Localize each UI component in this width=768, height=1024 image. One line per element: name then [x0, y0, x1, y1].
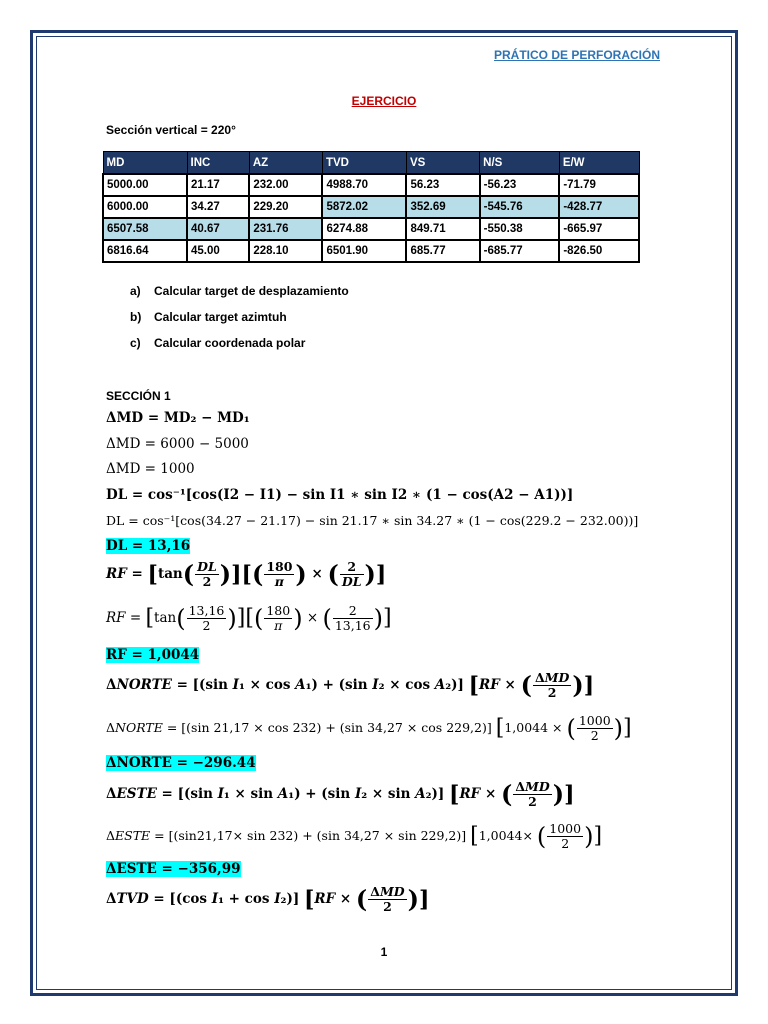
- highlighted-result: DL = 13,16: [106, 538, 191, 554]
- equation-ratio-factor-formula: RF = [tan( $\frac{DL}{2}$ )][( $\frac{180}{\pi}$ ) × ( $\frac{2}{DL}$ )]: [106, 559, 387, 589]
- table-cell: 4988.70: [322, 174, 406, 196]
- table-header-row: [103, 152, 639, 175]
- equation-ratio-factor-values: RF = [tan( $\frac{13,16}{2}$ )][( $\frac{180}{\pi}$ ) × ( $\frac{2}{13,16}$ )]: [106, 603, 392, 633]
- table-cell: 6507.58: [103, 218, 187, 240]
- table-cell: 34.27: [187, 196, 249, 218]
- col-header: MD: [103, 152, 187, 175]
- equation-delta-md-definition: ΔMD = MD₂ − MD₁: [106, 410, 250, 426]
- table-row: [103, 240, 639, 262]
- header-title: PRÁTICO DE PERFORACIÓN: [493, 48, 660, 62]
- table-cell: -545.76: [480, 196, 560, 218]
- table-cell: -665.97: [559, 218, 639, 240]
- highlighted-result: ΔESTE = −356,99: [106, 861, 241, 877]
- table-cell: 6000.00: [103, 196, 187, 218]
- table-cell: 228.10: [249, 240, 322, 262]
- table-cell: -685.77: [480, 240, 560, 262]
- question-text: Calcular coordenada polar: [154, 336, 306, 350]
- table-cell: -826.50: [559, 240, 639, 262]
- table-row: [103, 196, 639, 218]
- table-cell: 6501.90: [322, 240, 406, 262]
- table-cell: 231.76: [249, 218, 322, 240]
- section-title: SECCIÓN 1: [106, 389, 171, 403]
- col-header: VS: [406, 152, 479, 175]
- equation-delta-east-result: [106, 861, 241, 877]
- equation-delta-tvd-formula: ΔTVD = [(cos I₁ + cos I₂)] [RF × ( $\frac{\text{ΔMD}}{2}$ )]: [106, 884, 430, 914]
- col-header: E/W: [559, 152, 639, 175]
- table-cell: -71.79: [559, 174, 639, 196]
- highlighted-result: RF = 1,0044: [106, 647, 200, 663]
- table-cell: 352.69: [406, 196, 479, 218]
- highlighted-result: ΔNORTE = −296.44: [106, 755, 256, 771]
- table-cell: 6274.88: [322, 218, 406, 240]
- list-item: [130, 284, 349, 310]
- table-cell: 21.17: [187, 174, 249, 196]
- equation-delta-east-formula: ΔESTE = [(sin I₁ × sin A₁) + (sin I₂ × sin A₂)] [RF × ( $\frac{\text{ΔMD}}{2}$ )]: [106, 779, 575, 809]
- equation-delta-north-values: ΔNORTE = [(sin 21,17 × cos 232) + (sin 34,27 × cos 229,2)] [1,0044 × ( $\frac{1000}{2}$ )]: [106, 713, 632, 743]
- equation-delta-md-result: ΔMD = 1000: [106, 461, 195, 477]
- table-cell: 849.71: [406, 218, 479, 240]
- question-number: b): [130, 310, 142, 324]
- table-cell: -428.77: [559, 196, 639, 218]
- table-row: [103, 218, 639, 240]
- equation-dogleg-result: [106, 538, 190, 554]
- table-cell: 40.67: [187, 218, 249, 240]
- vertical-section-label: Sección vertical = 220°: [106, 123, 236, 137]
- list-item: [130, 336, 349, 362]
- col-header: AZ: [249, 152, 322, 175]
- table-cell: 232.00: [249, 174, 322, 196]
- equation-delta-north-result: [106, 755, 256, 771]
- equation-dogleg-values: DL = cos⁻¹[cos(34.27 − 21.17) − sin 21.17 ∗ sin 34.27 ∗ (1 − cos(229.2 − 232.00))]: [106, 513, 639, 528]
- table-cell: -550.38: [480, 218, 560, 240]
- equation-delta-north-formula: ΔNORTE = [(sin I₁ × cos A₁) + (sin I₂ × cos A₂)] [RF × ( $\frac{\text{ΔMD}}{2}$ )]: [106, 670, 595, 700]
- question-list: [130, 284, 349, 362]
- equation-dogleg-formula: DL = cos⁻¹[cos(I2 − I1) − sin I1 ∗ sin I2 ∗ (1 − cos(A2 − A1))]: [106, 487, 574, 503]
- question-number: c): [130, 336, 141, 350]
- table-cell: 56.23: [406, 174, 479, 196]
- table-cell: 5872.02: [322, 196, 406, 218]
- equation-ratio-factor-result: [106, 647, 199, 663]
- question-text: Calcular target azimtuh: [154, 310, 287, 324]
- equation-delta-east-values: ΔESTE = [(sin21,17× sin 232) + (sin 34,27 × sin 229,2)] [1,0044× ( $\frac{1000}{2}$ )]: [106, 821, 603, 851]
- table-cell: 45.00: [187, 240, 249, 262]
- table-cell: 685.77: [406, 240, 479, 262]
- table-cell: 6816.64: [103, 240, 187, 262]
- table-cell: 229.20: [249, 196, 322, 218]
- col-header: N/S: [480, 152, 560, 175]
- survey-table: [102, 151, 640, 263]
- question-text: Calcular target de desplazamiento: [154, 284, 349, 298]
- table-row: [103, 174, 639, 196]
- list-item: [130, 310, 349, 336]
- col-header: INC: [187, 152, 249, 175]
- question-number: a): [130, 284, 141, 298]
- table-cell: 5000.00: [103, 174, 187, 196]
- equation-delta-md-values: ΔMD = 6000 − 5000: [106, 436, 249, 452]
- document-title: EJERCICIO: [351, 94, 417, 108]
- page-number: 1: [380, 945, 388, 959]
- col-header: TVD: [322, 152, 406, 175]
- table-cell: -56.23: [480, 174, 560, 196]
